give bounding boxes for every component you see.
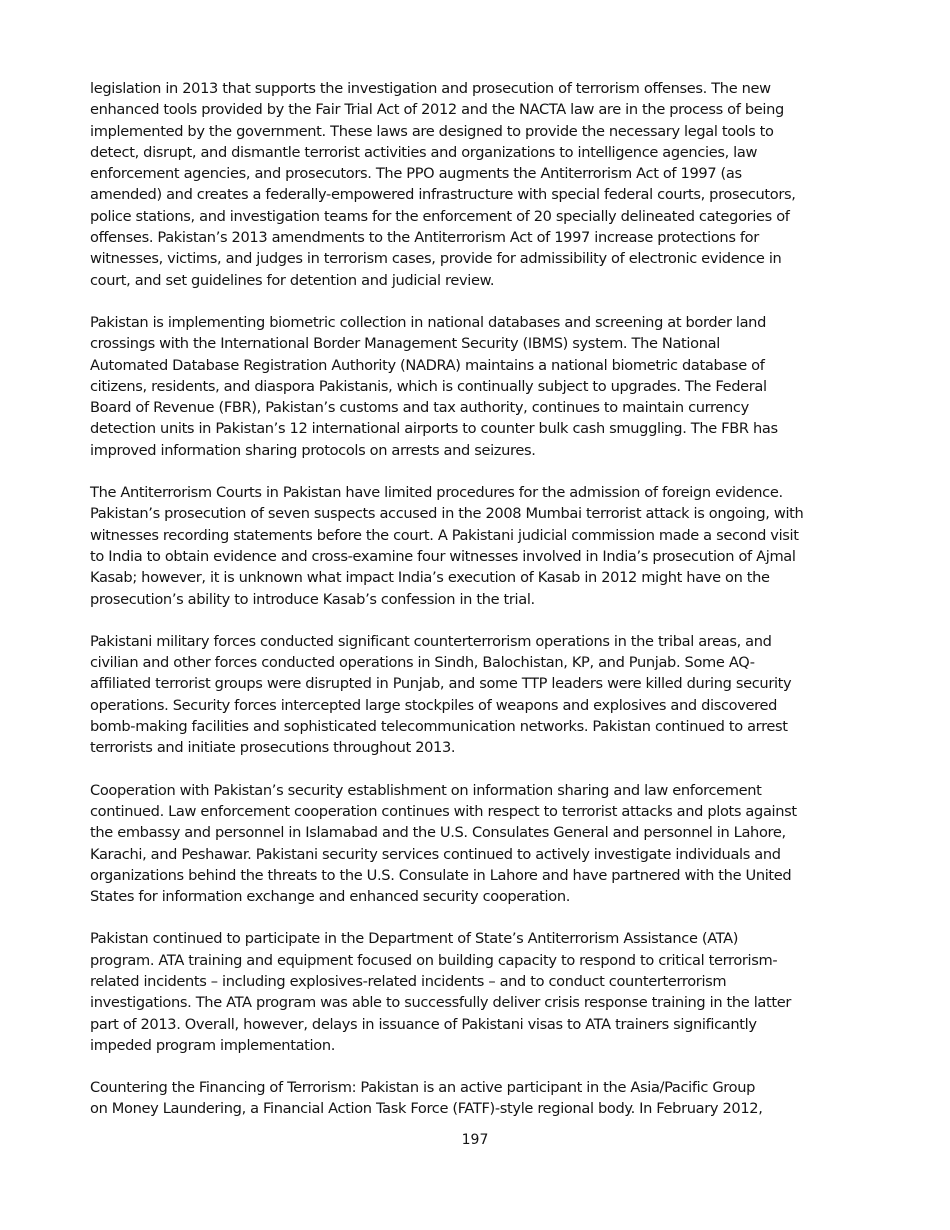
text-line: program. ATA training and equipment focused on building capacity to respond to critical terrorism- (90, 951, 778, 969)
page-number: 197 (461, 1132, 489, 1148)
paragraph-biometric (90, 312, 860, 461)
text-line: court, and set guidelines for detention and judicial review. (90, 271, 495, 289)
text-line: Board of Revenue (FBR), Pakistan’s customs and tax authority, continues to maintain currency (90, 399, 749, 417)
text-line: citizens, residents, and diaspora Pakistanis, which is continually subject to upgrades. The Federal (90, 377, 767, 395)
paragraph-legislation (90, 78, 860, 291)
text-line: police stations, and investigation teams for the enforcement of 20 specially delineated categories of (90, 207, 790, 225)
text-line: to India to obtain evidence and cross-examine four witnesses involved in India’s prosecution of Ajmal (90, 547, 796, 565)
text-line: enhanced tools provided by the Fair Trial Act of 2012 and the NACTA law are in the process of being (90, 101, 784, 119)
text-line: related incidents – including explosives-related incidents – and to conduct counterterrorism (90, 972, 727, 990)
paragraph-cooperation (90, 780, 860, 908)
text-line: Pakistan continued to participate in the Department of State’s Antiterrorism Assistance (ATA) (90, 930, 739, 948)
text-line: witnesses recording statements before the court. A Pakistani judicial commission made a second visit (90, 526, 799, 544)
text-line: civilian and other forces conducted operations in Sindh, Balochistan, KP, and Punjab. Some AQ- (90, 654, 755, 672)
paragraph-military-operations (90, 631, 860, 759)
text-line: bomb-making facilities and sophisticated telecommunication networks. Pakistan continued to arrest (90, 718, 788, 736)
text-line: Kasab; however, it is unknown what impact India’s execution of Kasab in 2012 might have on the (90, 569, 770, 587)
text-line: implemented by the government. These laws are designed to provide the necessary legal tools to (90, 122, 774, 140)
paragraph-antiterrorism-courts (90, 482, 860, 610)
text-line: on Money Laundering, a Financial Action Task Force (FATF)-style regional body. In February 2012, (90, 1100, 763, 1118)
text-line: detection units in Pakistan’s 12 international airports to counter bulk cash smuggling. The FBR has (90, 420, 778, 438)
text-line: Pakistan’s prosecution of seven suspects accused in the 2008 Mumbai terrorist attack is ongoing, with (90, 505, 804, 523)
text-line: detect, disrupt, and dismantle terrorist activities and organizations to intelligence agencies, law (90, 143, 758, 161)
text-line: States for information exchange and enhanced security cooperation. (90, 888, 571, 906)
text-line: prosecution’s ability to introduce Kasab’s confession in the trial. (90, 590, 535, 608)
text-line: part of 2013. Overall, however, delays in issuance of Pakistani visas to ATA trainers significantly (90, 1015, 757, 1033)
text-line: witnesses, victims, and judges in terrorism cases, provide for admissibility of electronic evidence in (90, 250, 782, 268)
text-line: operations. Security forces intercepted large stockpiles of weapons and explosives and discovered (90, 696, 778, 714)
paragraph-ata-program (90, 928, 860, 1056)
text-line: legislation in 2013 that supports the investigation and prosecution of terrorism offenses. The new (90, 80, 771, 97)
text-line: enforcement agencies, and prosecutors. The PPO augments the Antiterrorism Act of 1997 (as (90, 165, 742, 183)
text-line: Cooperation with Pakistan’s security establishment on information sharing and law enforcement (90, 781, 762, 799)
text-line: The Antiterrorism Courts in Pakistan have limited procedures for the admission of foreign evidence. (90, 484, 783, 502)
text-line: impeded program implementation. (90, 1036, 336, 1054)
text-line: amended) and creates a federally-empowered infrastructure with special federal courts, prosecutors, (90, 186, 796, 204)
text-line: investigations. The ATA program was able to successfully deliver crisis response training in the latter (90, 994, 792, 1012)
text-line: continued. Law enforcement cooperation continues with respect to terrorist attacks and plots against (90, 802, 797, 820)
text-line: Karachi, and Peshawar. Pakistani security services continued to actively investigate individuals and (90, 845, 781, 863)
text-line: crossings with the International Border Management Security (IBMS) system. The National (90, 335, 720, 353)
document-body (90, 78, 860, 1141)
text-line: improved information sharing protocols on arrests and seizures. (90, 441, 536, 459)
text-line: Pakistan is implementing biometric collection in national databases and screening at border land (90, 313, 767, 331)
text-line: organizations behind the threats to the U.S. Consulate in Lahore and have partnered with the United (90, 866, 792, 884)
paragraph-financing-terrorism (90, 1077, 860, 1120)
text-line: Automated Database Registration Authority (NADRA) maintains a national biometric database of (90, 356, 765, 374)
text-line: offenses. Pakistan’s 2013 amendments to the Antiterrorism Act of 1997 increase protections for (90, 229, 759, 247)
text-line: affiliated terrorist groups were disrupted in Punjab, and some TTP leaders were killed during security (90, 675, 792, 693)
text-line: Countering the Financing of Terrorism: Pakistan is an active participant in the Asia/Pacific Group (90, 1079, 756, 1097)
text-line: terrorists and initiate prosecutions throughout 2013. (90, 739, 456, 757)
text-line: Pakistani military forces conducted significant counterterrorism operations in the tribal areas, and (90, 632, 772, 650)
text-line: the embassy and personnel in Islamabad and the U.S. Consulates General and personnel in Lahore, (90, 824, 786, 842)
